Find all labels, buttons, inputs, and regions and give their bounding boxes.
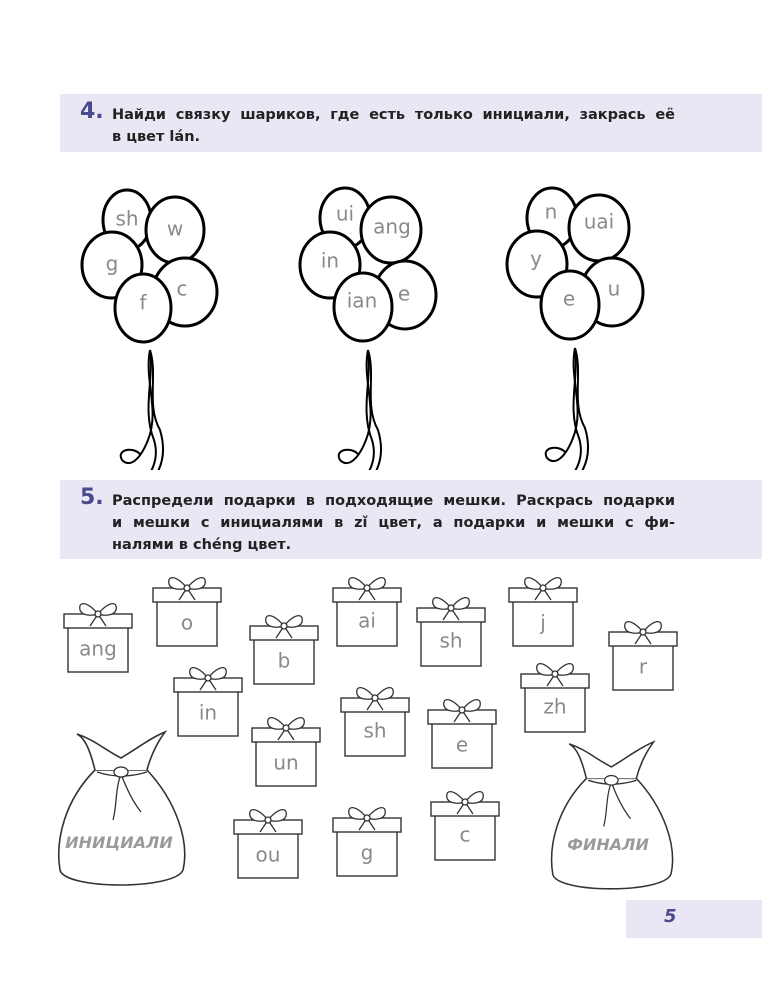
gift-label: zh — [543, 694, 567, 719]
balloon-label: g — [105, 251, 119, 276]
gift-box[interactable] — [609, 622, 677, 690]
balloon-label: e — [397, 281, 411, 306]
gift-label: c — [459, 822, 471, 847]
balloon — [334, 273, 392, 341]
balloon — [146, 197, 204, 263]
gift-label: e — [455, 732, 469, 757]
gift-label: o — [180, 610, 194, 635]
sack-label-initials: ИНИЦИАЛИ — [65, 833, 173, 852]
balloon — [541, 271, 599, 339]
gift-label: in — [198, 700, 218, 725]
gift-label: j — [540, 610, 546, 635]
gift-box[interactable] — [174, 668, 242, 736]
balloon-bunches — [0, 170, 762, 470]
gift-box[interactable] — [250, 616, 318, 684]
gift-box[interactable] — [417, 598, 485, 666]
balloon-label: in — [320, 248, 340, 273]
balloon-label: n — [544, 199, 558, 224]
gift-box[interactable] — [431, 792, 499, 860]
sack-finals[interactable] — [552, 742, 673, 889]
sack-initials[interactable] — [59, 732, 185, 885]
gift-box[interactable] — [64, 604, 132, 672]
balloon-label: w — [166, 216, 184, 241]
balloon-label: e — [562, 286, 576, 311]
gifts-and-sacks — [0, 568, 762, 898]
page-number: 5 — [664, 906, 677, 927]
gift-box[interactable] — [234, 810, 302, 878]
gift-box[interactable] — [153, 578, 221, 646]
balloon-label: c — [176, 276, 188, 301]
gift-box[interactable] — [509, 578, 577, 646]
balloon-bunch-3[interactable] — [507, 188, 643, 470]
task4-number: 4. — [80, 99, 104, 124]
balloon-label: f — [139, 290, 147, 315]
gift-label: b — [277, 648, 291, 673]
task5-text-line2: и мешки с инициалями в zǐ цвет, а подарки и мешки с фи- — [112, 515, 675, 531]
gift-label: r — [638, 654, 648, 679]
gift-label: ou — [255, 842, 281, 867]
gift-label: g — [360, 840, 374, 865]
balloon-label: y — [530, 246, 542, 271]
balloon-label: ian — [346, 288, 378, 313]
balloon — [115, 274, 171, 342]
task5-number: 5. — [80, 485, 104, 510]
task5-text-line1: Распредели подарки в подходящие мешки. Раскрась подарки — [112, 493, 675, 509]
balloon — [569, 195, 629, 261]
balloon-label: uai — [583, 209, 615, 234]
balloon — [361, 197, 421, 263]
balloon-label: ui — [335, 201, 355, 226]
gift-box[interactable] — [521, 664, 589, 732]
gift-label: ai — [358, 608, 376, 633]
task5-text-line3: налями в chéng цвет. — [112, 537, 292, 553]
gift-box[interactable] — [252, 718, 320, 786]
gift-label: sh — [363, 718, 387, 743]
gift-box[interactable] — [428, 700, 496, 768]
sack-label-finals: ФИНАЛИ — [567, 835, 649, 854]
gift-box[interactable] — [341, 688, 409, 756]
page-number-band — [626, 900, 762, 938]
gift-label: sh — [439, 628, 463, 653]
gift-box[interactable] — [333, 578, 401, 646]
gift-label: un — [273, 750, 299, 775]
gift-label: ang — [79, 636, 117, 661]
balloon-bunch-1[interactable] — [82, 190, 217, 470]
balloon-label: ang — [373, 214, 411, 239]
task4-text-line2: в цвет lán. — [112, 129, 201, 145]
balloon-label: u — [607, 276, 621, 301]
balloon-bunch-2[interactable] — [300, 188, 436, 470]
task4-text-line1: Найди связку шариков, где есть только инициали, закрась её — [112, 107, 675, 123]
balloon-label: sh — [115, 206, 139, 231]
gift-box[interactable] — [333, 808, 401, 876]
